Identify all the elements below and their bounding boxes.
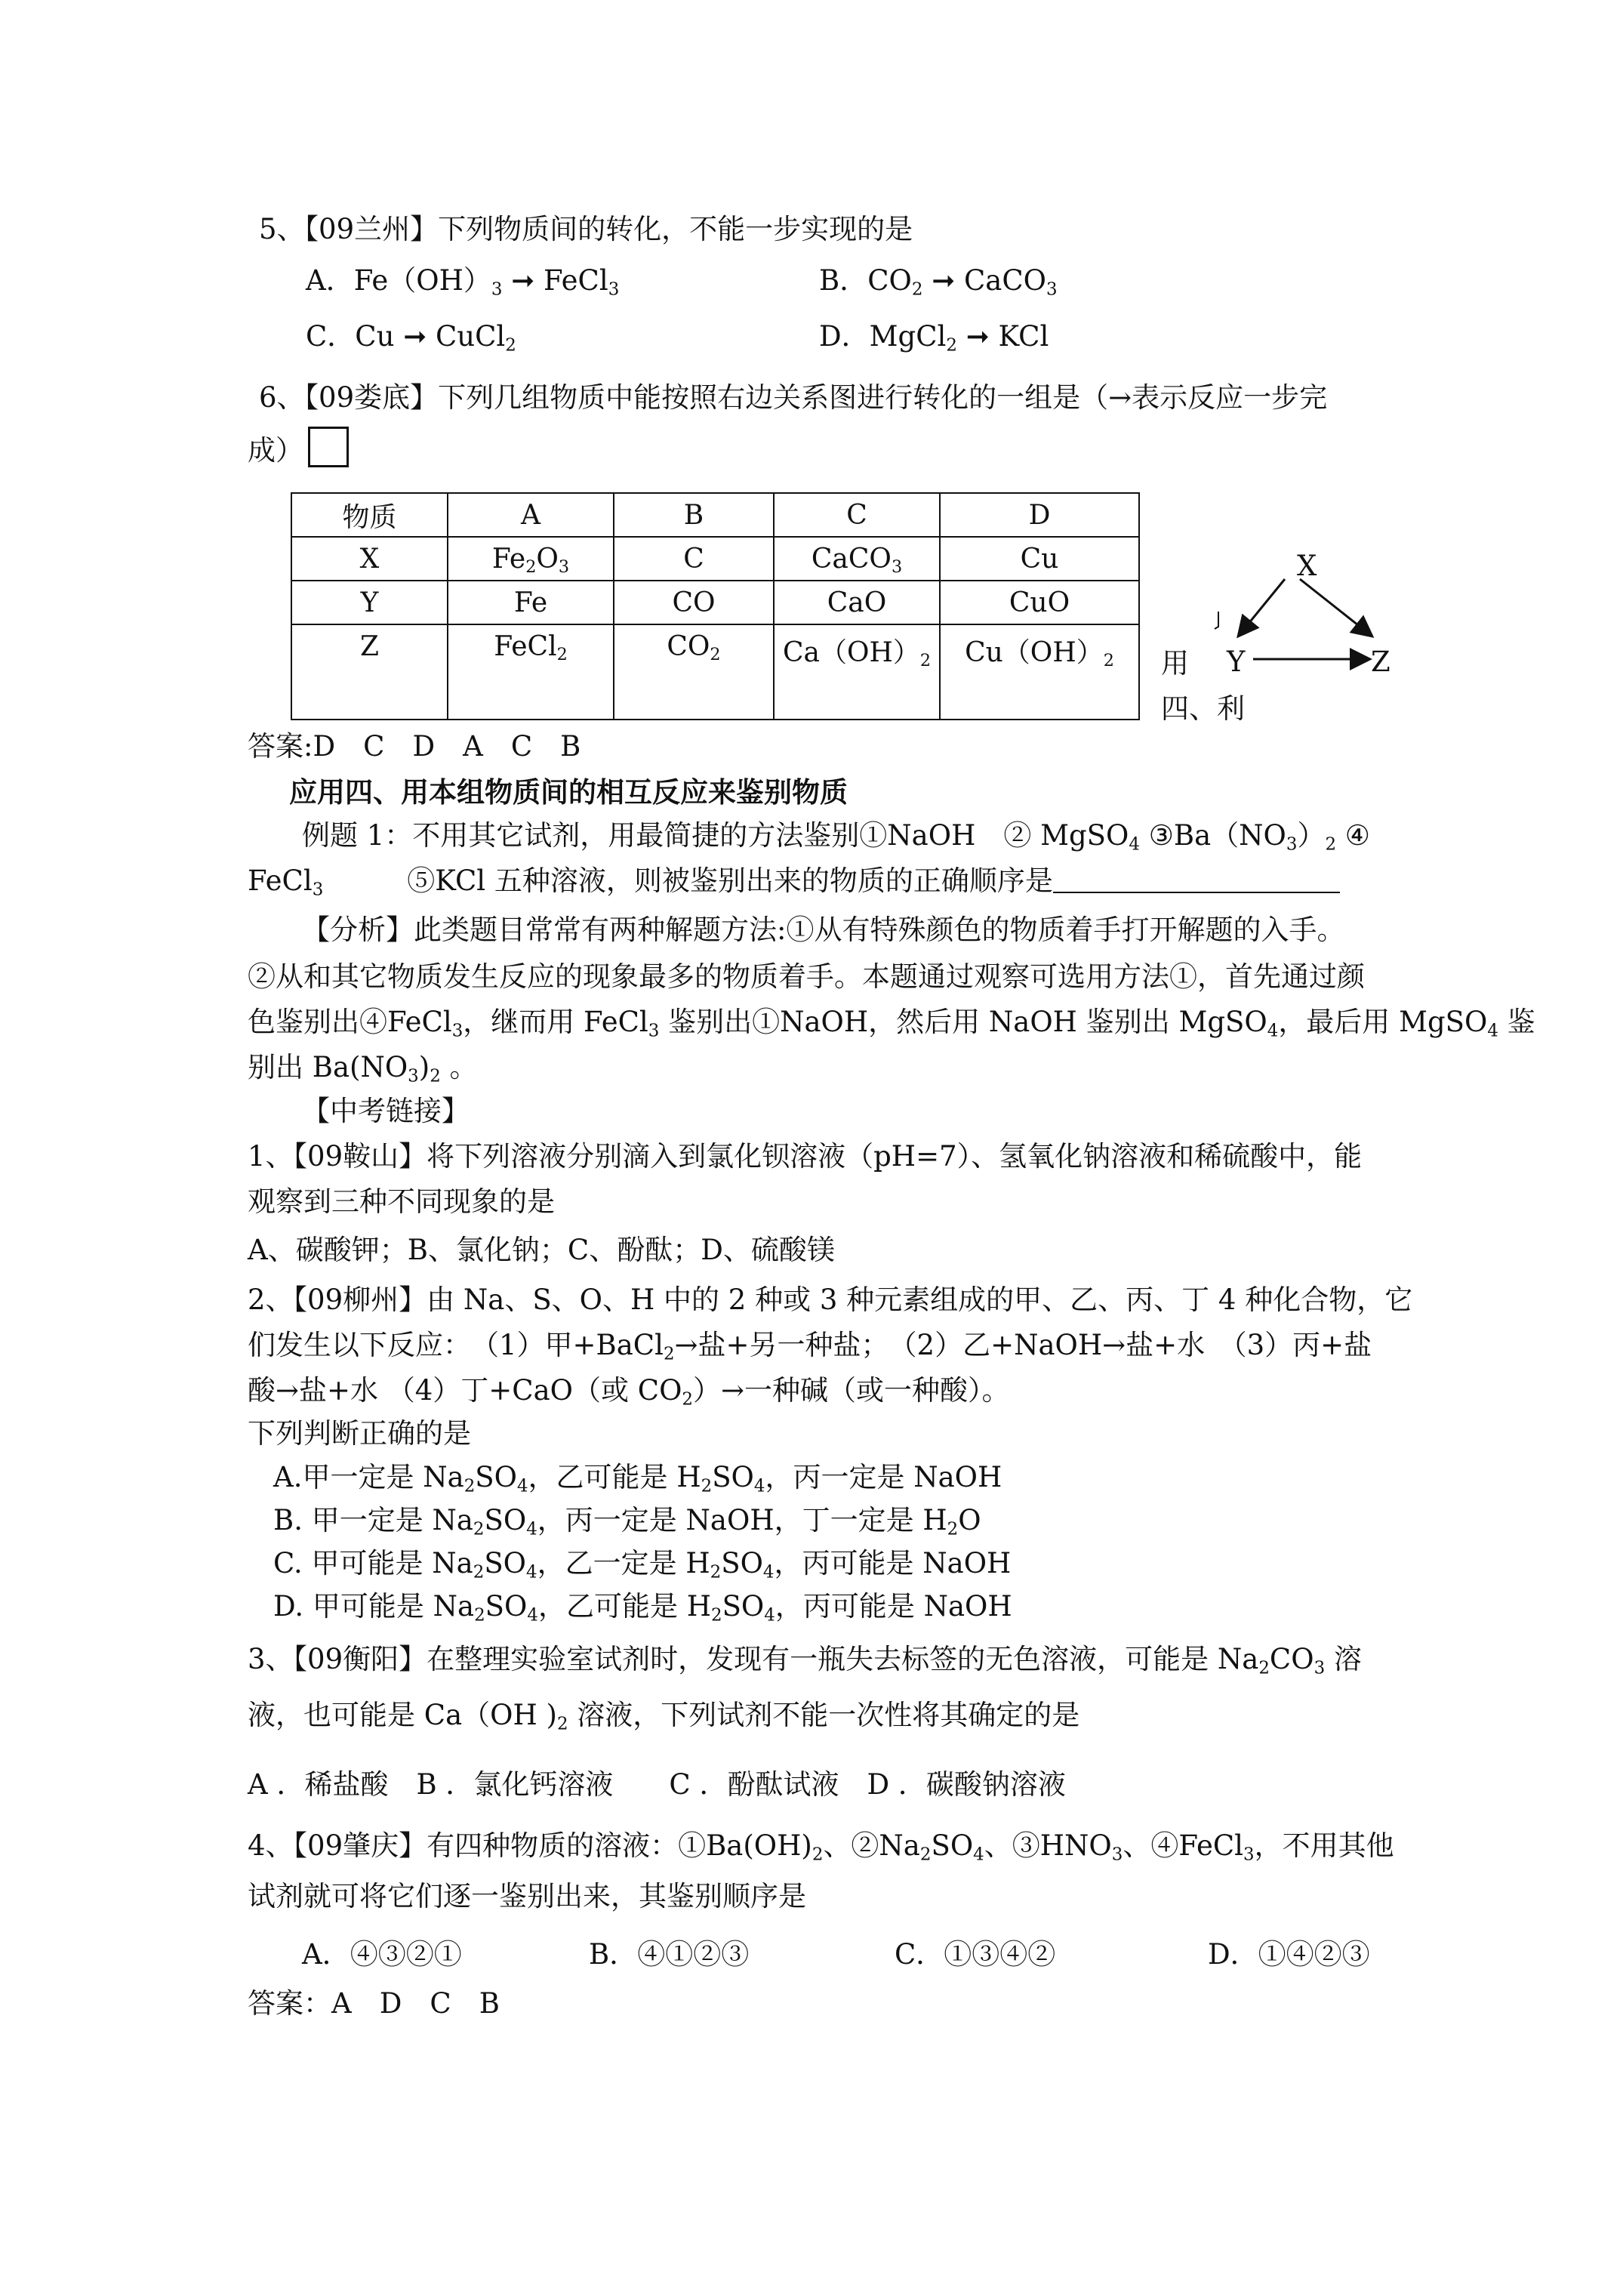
table-cell: Fe (448, 581, 614, 624)
answer-blank (1053, 866, 1340, 893)
table-cell: CuO (940, 581, 1139, 624)
l4-option-a: A．④③②① (302, 1938, 462, 1971)
l2-option-c: C. 甲可能是 $Na_2SO_4$，乙一定是 $H_2SO_4$，丙可能是 NaOH (273, 1547, 1012, 1583)
table-cell: $Ca(OH)_2$ (774, 624, 940, 720)
node-x: X (1297, 550, 1317, 582)
table-cell: Z (291, 624, 448, 720)
table-cell: C (614, 537, 774, 581)
q5-option-c: C．Cu ➞ CuCl$_2$ (306, 320, 516, 356)
answer-box (308, 427, 349, 467)
table-row (291, 493, 1139, 537)
table-cell: CaO (774, 581, 940, 624)
table-cell: C (774, 493, 940, 537)
table-cell: Y (291, 581, 448, 624)
arrow-x-to-y (1238, 579, 1285, 636)
side-text: 四、利 (1161, 692, 1245, 725)
q5-stem: 5、【09兰州】下列物质间的转化，不能一步实现的是 (259, 213, 913, 245)
l2-line3: 酸→盐+水 （4）丁+CaO（或 $CO_2)\to$一种碱（或一种酸）。 (248, 1374, 1010, 1410)
q6-stem-line1: 6、【09娄底】下列几组物质中能按照右边关系图进行转化的一组是（→表示反应一步完 (259, 381, 1328, 414)
q5-option-d: D．MgCl$_2$ ➞ KCl (819, 320, 1049, 356)
q6-stem-line2: 成） (248, 427, 349, 467)
answer-line: 答案:D C D A C B (248, 730, 581, 763)
analysis-line1: 【分析】此类题目常常有两种解题方法:①从有特殊颜色的物质着手打开解题的入手。 (302, 914, 1345, 946)
table-cell: Cu (940, 537, 1139, 581)
l4-option-d: D．①④②③ (1208, 1938, 1370, 1971)
analysis-line3: 色鉴别出④FeCl$_3$，继而用 FeCl$_3$ 鉴别出①NaOH，然后用 NaOH 鉴别出 MgSO$_4$，最后用 MgSO$_4$ 鉴 (248, 1006, 1535, 1041)
table-cell: 物质 (291, 493, 448, 537)
l1-line2: 观察到三种不同现象的是 (248, 1185, 555, 1218)
l4-option-c: C．①③④② (895, 1938, 1056, 1971)
answer-line: 答案：A D C B (248, 1987, 500, 2020)
l2-option-b: B. 甲一定是 $Na_2SO_4$，丙一定是 NaOH，丁一定是 $H_2O$ (273, 1504, 981, 1539)
l1-line1: 1、【09鞍山】将下列溶液分别滴入到氯化钡溶液（pH=7）、氢氧化钠溶液和稀硫酸中，能 (248, 1140, 1363, 1173)
example-line1: 例题 1：不用其它试剂，用最简捷的方法鉴别①NaOH ② MgSO$_4$ $③Ba(NO_3)_2$ ④ (302, 819, 1370, 855)
table-row (291, 581, 1139, 624)
table-row (291, 624, 1139, 720)
l4-line1: 4、【09肇庆】有四种物质的溶液：$①Ba(OH)_2$、$②Na_2SO_4$、$③HNO_3$、④FeCl$_3$，不用其他 (248, 1829, 1394, 1865)
l4-line2: 试剂就可将它们逐一鉴别出来，其鉴别顺序是 (248, 1880, 806, 1912)
l2-line1: 2、【09柳州】由 Na、S、O、H 中的 2 种或 3 种元素组成的甲、乙、丙、丁 4 种化合物，它 (248, 1284, 1413, 1316)
reaction-table (291, 492, 1140, 720)
table-cell: A (448, 493, 614, 537)
q5-option-a: A．$Fe(OH)_3$ ➞ FeCl$_3$ (306, 264, 620, 300)
table-cell: D (940, 493, 1139, 537)
l2-line2: 们发生以下反应： （1）甲+BaCl$_2$→盐+另一种盐； （2）乙+NaOH→盐+水 （3）丙+盐 (248, 1329, 1372, 1364)
table-cell: CO (614, 581, 774, 624)
l2-line4: 下列判断正确的是 (248, 1417, 471, 1450)
l4-option-b: B．④①②③ (589, 1938, 750, 1971)
table-cell: $CO_2$ (614, 624, 774, 720)
l2-option-a: A.甲一定是 $Na_2SO_4$，乙可能是 $H_2SO_4$，丙一定是 NaOH (273, 1461, 1002, 1496)
table-cell: X (291, 537, 448, 581)
l3-line2: 液，也可能是 Ca（OH )$_2$ 溶液，下列试剂不能一次性将其确定的是 (248, 1699, 1080, 1734)
q5-option-b: B．$CO_2$ ➞ CaCO$_3$ (819, 264, 1058, 300)
table-cell: B (614, 493, 774, 537)
l2-option-d: D. 甲可能是 $Na_2SO_4$，乙可能是 $H_2SO_4$，丙可能是 NaOH (273, 1590, 1012, 1626)
tick-mark (1215, 612, 1218, 629)
analysis-line4: 别出 $Ba(NO_3)_2$ 。 (248, 1051, 478, 1086)
table-cell: $Cu(OH)_2$ (940, 624, 1139, 720)
table-row (291, 537, 1139, 581)
table-cell: CaCO$_3$ (774, 537, 940, 581)
table-cell: $Fe_2O_3$ (448, 537, 614, 581)
section-title: 应用四、用本组物质间的相互反应来鉴别物质 (289, 775, 848, 809)
side-text: 用 (1161, 647, 1189, 680)
node-z: Z (1371, 646, 1390, 678)
example-line2: FeCl$_3$ ⑤KCl 五种溶液，则被鉴别出来的物质的正确顺序是 (248, 864, 1340, 898)
link-title: 【中考链接】 (302, 1095, 470, 1127)
l3-options: A ．稀盐酸 B ．氯化钙溶液 C ．酚酞试液 D ．碳酸钠溶液 (248, 1768, 1066, 1801)
node-y: Y (1227, 646, 1246, 678)
analysis-line2: ②从和其它物质发生反应的现象最多的物质着手。本题通过观察可选用方法①，首先通过颜 (248, 960, 1365, 993)
table-cell: FeCl$_2$ (448, 624, 614, 720)
arrow-x-to-z (1300, 579, 1372, 636)
l1-options: A、碳酸钾；B、氯化钠；C、酚酞；D、硫酸镁 (248, 1234, 835, 1266)
l3-line1: 3、【09衡阳】在整理实验室试剂时，发现有一瓶失去标签的无色溶液，可能是 $Na_2CO_3$ 溶 (248, 1643, 1362, 1678)
